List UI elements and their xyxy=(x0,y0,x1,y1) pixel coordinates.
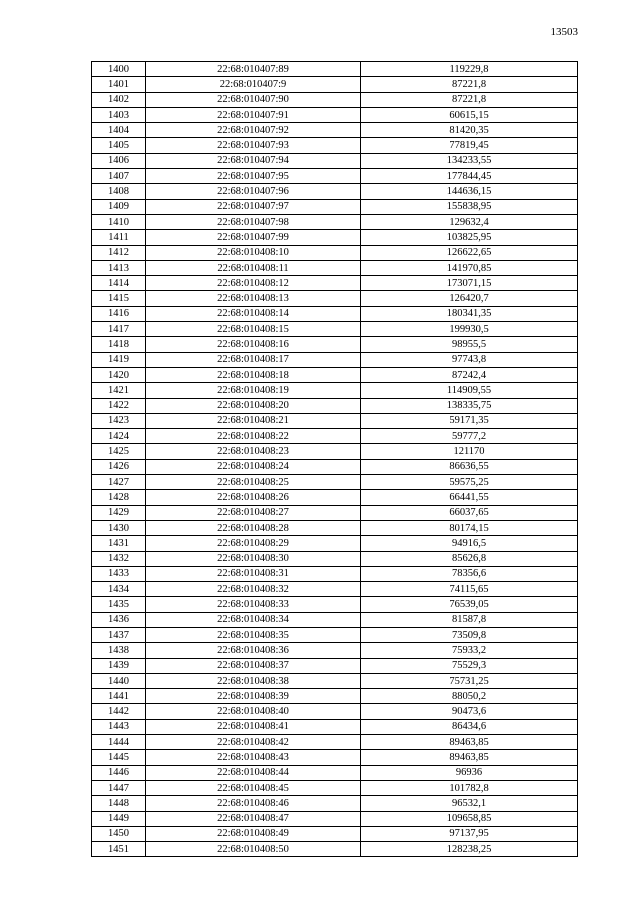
row-number-cell: 1414 xyxy=(92,276,146,291)
value-cell: 85626,8 xyxy=(361,551,578,566)
row-number-cell: 1415 xyxy=(92,291,146,306)
table-row xyxy=(92,123,578,138)
table-row xyxy=(92,551,578,566)
cadastral-number-cell: 22:68:010408:30 xyxy=(146,551,361,566)
cadastral-number-cell: 22:68:010408:33 xyxy=(146,597,361,612)
cadastral-number-cell: 22:68:010407:90 xyxy=(146,92,361,107)
cadastral-number-cell: 22:68:010408:24 xyxy=(146,459,361,474)
row-number-cell: 1401 xyxy=(92,77,146,92)
cadastral-number-cell: 22:68:010407:94 xyxy=(146,153,361,168)
row-number-cell: 1403 xyxy=(92,107,146,122)
row-number-cell: 1435 xyxy=(92,597,146,612)
value-cell: 76539,05 xyxy=(361,597,578,612)
cadastral-number-cell: 22:68:010407:91 xyxy=(146,107,361,122)
cadastral-number-cell: 22:68:010408:34 xyxy=(146,612,361,627)
cadastral-number-cell: 22:68:010408:23 xyxy=(146,444,361,459)
value-cell: 66441,55 xyxy=(361,490,578,505)
value-cell: 96936 xyxy=(361,765,578,780)
row-number-cell: 1425 xyxy=(92,444,146,459)
cadastral-number-cell: 22:68:010408:11 xyxy=(146,260,361,275)
row-number-cell: 1423 xyxy=(92,413,146,428)
row-number-cell: 1418 xyxy=(92,337,146,352)
value-cell: 101782,8 xyxy=(361,780,578,795)
row-number-cell: 1410 xyxy=(92,214,146,229)
row-number-cell: 1419 xyxy=(92,352,146,367)
cadastral-number-cell: 22:68:010408:21 xyxy=(146,413,361,428)
value-cell: 138335,75 xyxy=(361,398,578,413)
cadastral-number-cell: 22:68:010408:45 xyxy=(146,780,361,795)
table-row xyxy=(92,214,578,229)
value-cell: 173071,15 xyxy=(361,276,578,291)
table-row xyxy=(92,475,578,490)
page-number: 13503 xyxy=(550,26,578,38)
row-number-cell: 1447 xyxy=(92,780,146,795)
cadastral-number-cell: 22:68:010408:18 xyxy=(146,367,361,382)
cadastral-number-cell: 22:68:010407:9 xyxy=(146,77,361,92)
cadastral-table xyxy=(91,61,578,857)
cadastral-number-cell: 22:68:010408:46 xyxy=(146,796,361,811)
cadastral-number-cell: 22:68:010408:49 xyxy=(146,826,361,841)
table-row xyxy=(92,230,578,245)
value-cell: 80174,15 xyxy=(361,520,578,535)
row-number-cell: 1430 xyxy=(92,520,146,535)
table-row xyxy=(92,566,578,581)
value-cell: 59575,25 xyxy=(361,475,578,490)
row-number-cell: 1436 xyxy=(92,612,146,627)
value-cell: 59171,35 xyxy=(361,413,578,428)
value-cell: 126420,7 xyxy=(361,291,578,306)
cadastral-number-cell: 22:68:010408:39 xyxy=(146,689,361,704)
row-number-cell: 1405 xyxy=(92,138,146,153)
table-row xyxy=(92,520,578,535)
cadastral-number-cell: 22:68:010408:25 xyxy=(146,475,361,490)
cadastral-number-cell: 22:68:010407:92 xyxy=(146,123,361,138)
table-row xyxy=(92,765,578,780)
value-cell: 66037,65 xyxy=(361,505,578,520)
table-row xyxy=(92,383,578,398)
cadastral-number-cell: 22:68:010408:17 xyxy=(146,352,361,367)
table-row xyxy=(92,505,578,520)
cadastral-number-cell: 22:68:010408:29 xyxy=(146,536,361,551)
value-cell: 114909,55 xyxy=(361,383,578,398)
row-number-cell: 1409 xyxy=(92,199,146,214)
cadastral-number-cell: 22:68:010407:97 xyxy=(146,199,361,214)
table-row xyxy=(92,107,578,122)
cadastral-number-cell: 22:68:010408:43 xyxy=(146,750,361,765)
table-row xyxy=(92,780,578,795)
cadastral-number-cell: 22:68:010408:15 xyxy=(146,322,361,337)
value-cell: 86636,55 xyxy=(361,459,578,474)
value-cell: 97743,8 xyxy=(361,352,578,367)
row-number-cell: 1407 xyxy=(92,169,146,184)
value-cell: 86434,6 xyxy=(361,719,578,734)
row-number-cell: 1437 xyxy=(92,627,146,642)
row-number-cell: 1421 xyxy=(92,383,146,398)
value-cell: 75933,2 xyxy=(361,643,578,658)
row-number-cell: 1446 xyxy=(92,765,146,780)
value-cell: 90473,6 xyxy=(361,704,578,719)
row-number-cell: 1404 xyxy=(92,123,146,138)
cadastral-number-cell: 22:68:010407:98 xyxy=(146,214,361,229)
table-row xyxy=(92,337,578,352)
row-number-cell: 1445 xyxy=(92,750,146,765)
value-cell: 73509,8 xyxy=(361,627,578,642)
cadastral-number-cell: 22:68:010407:99 xyxy=(146,230,361,245)
table-row xyxy=(92,826,578,841)
value-cell: 129632,4 xyxy=(361,214,578,229)
cadastral-number-cell: 22:68:010408:27 xyxy=(146,505,361,520)
cadastral-number-cell: 22:68:010408:36 xyxy=(146,643,361,658)
cadastral-number-cell: 22:68:010408:19 xyxy=(146,383,361,398)
table-row xyxy=(92,811,578,826)
row-number-cell: 1417 xyxy=(92,322,146,337)
row-number-cell: 1408 xyxy=(92,184,146,199)
row-number-cell: 1400 xyxy=(92,62,146,77)
row-number-cell: 1433 xyxy=(92,566,146,581)
cadastral-number-cell: 22:68:010408:37 xyxy=(146,658,361,673)
cadastral-number-cell: 22:68:010407:95 xyxy=(146,169,361,184)
table-row xyxy=(92,62,578,77)
value-cell: 75731,25 xyxy=(361,673,578,688)
cadastral-number-cell: 22:68:010408:13 xyxy=(146,291,361,306)
value-cell: 141970,85 xyxy=(361,260,578,275)
cadastral-number-cell: 22:68:010408:35 xyxy=(146,627,361,642)
cadastral-number-cell: 22:68:010408:22 xyxy=(146,429,361,444)
table-row xyxy=(92,612,578,627)
cadastral-number-cell: 22:68:010408:12 xyxy=(146,276,361,291)
value-cell: 103825,95 xyxy=(361,230,578,245)
value-cell: 77819,45 xyxy=(361,138,578,153)
row-number-cell: 1432 xyxy=(92,551,146,566)
row-number-cell: 1450 xyxy=(92,826,146,841)
value-cell: 134233,55 xyxy=(361,153,578,168)
table-row xyxy=(92,842,578,857)
value-cell: 119229,8 xyxy=(361,62,578,77)
row-number-cell: 1427 xyxy=(92,475,146,490)
row-number-cell: 1442 xyxy=(92,704,146,719)
table-row xyxy=(92,459,578,474)
value-cell: 121170 xyxy=(361,444,578,459)
row-number-cell: 1444 xyxy=(92,735,146,750)
table-row xyxy=(92,582,578,597)
table-row xyxy=(92,184,578,199)
value-cell: 87221,8 xyxy=(361,77,578,92)
table-row xyxy=(92,658,578,673)
value-cell: 78356,6 xyxy=(361,566,578,581)
cadastral-number-cell: 22:68:010407:96 xyxy=(146,184,361,199)
value-cell: 126622,65 xyxy=(361,245,578,260)
table-row xyxy=(92,276,578,291)
row-number-cell: 1448 xyxy=(92,796,146,811)
table-row xyxy=(92,490,578,505)
row-number-cell: 1413 xyxy=(92,260,146,275)
row-number-cell: 1426 xyxy=(92,459,146,474)
value-cell: 94916,5 xyxy=(361,536,578,551)
table-row xyxy=(92,322,578,337)
value-cell: 81587,8 xyxy=(361,612,578,627)
value-cell: 88050,2 xyxy=(361,689,578,704)
value-cell: 199930,5 xyxy=(361,322,578,337)
value-cell: 97137,95 xyxy=(361,826,578,841)
value-cell: 60615,15 xyxy=(361,107,578,122)
value-cell: 74115,65 xyxy=(361,582,578,597)
value-cell: 96532,1 xyxy=(361,796,578,811)
cadastral-number-cell: 22:68:010408:50 xyxy=(146,842,361,857)
row-number-cell: 1416 xyxy=(92,306,146,321)
row-number-cell: 1438 xyxy=(92,643,146,658)
row-number-cell: 1429 xyxy=(92,505,146,520)
table-row xyxy=(92,673,578,688)
value-cell: 144636,15 xyxy=(361,184,578,199)
value-cell: 109658,85 xyxy=(361,811,578,826)
table-row xyxy=(92,735,578,750)
table-row xyxy=(92,704,578,719)
value-cell: 87221,8 xyxy=(361,92,578,107)
table-row xyxy=(92,719,578,734)
value-cell: 155838,95 xyxy=(361,199,578,214)
cadastral-number-cell: 22:68:010408:28 xyxy=(146,520,361,535)
table-row xyxy=(92,796,578,811)
cadastral-number-cell: 22:68:010408:47 xyxy=(146,811,361,826)
table-row xyxy=(92,643,578,658)
row-number-cell: 1434 xyxy=(92,582,146,597)
table-row xyxy=(92,413,578,428)
table-row xyxy=(92,92,578,107)
cadastral-number-cell: 22:68:010408:20 xyxy=(146,398,361,413)
row-number-cell: 1441 xyxy=(92,689,146,704)
cadastral-number-cell: 22:68:010408:38 xyxy=(146,673,361,688)
row-number-cell: 1443 xyxy=(92,719,146,734)
table-row xyxy=(92,429,578,444)
row-number-cell: 1411 xyxy=(92,230,146,245)
cadastral-number-cell: 22:68:010407:89 xyxy=(146,62,361,77)
row-number-cell: 1424 xyxy=(92,429,146,444)
cadastral-number-cell: 22:68:010408:26 xyxy=(146,490,361,505)
table-row xyxy=(92,138,578,153)
table-row xyxy=(92,627,578,642)
table-body xyxy=(92,62,578,857)
table-row xyxy=(92,306,578,321)
value-cell: 98955,5 xyxy=(361,337,578,352)
row-number-cell: 1451 xyxy=(92,842,146,857)
value-cell: 180341,35 xyxy=(361,306,578,321)
table-row xyxy=(92,245,578,260)
row-number-cell: 1406 xyxy=(92,153,146,168)
table-row xyxy=(92,199,578,214)
value-cell: 89463,85 xyxy=(361,735,578,750)
value-cell: 128238,25 xyxy=(361,842,578,857)
table-row xyxy=(92,444,578,459)
cadastral-number-cell: 22:68:010408:32 xyxy=(146,582,361,597)
table-row xyxy=(92,367,578,382)
value-cell: 177844,45 xyxy=(361,169,578,184)
row-number-cell: 1449 xyxy=(92,811,146,826)
cadastral-number-cell: 22:68:010408:40 xyxy=(146,704,361,719)
table-row xyxy=(92,77,578,92)
value-cell: 89463,85 xyxy=(361,750,578,765)
value-cell: 59777,2 xyxy=(361,429,578,444)
cadastral-number-cell: 22:68:010408:31 xyxy=(146,566,361,581)
value-cell: 81420,35 xyxy=(361,123,578,138)
cadastral-number-cell: 22:68:010408:41 xyxy=(146,719,361,734)
cadastral-number-cell: 22:68:010407:93 xyxy=(146,138,361,153)
row-number-cell: 1422 xyxy=(92,398,146,413)
table-row xyxy=(92,750,578,765)
row-number-cell: 1412 xyxy=(92,245,146,260)
table-row xyxy=(92,689,578,704)
value-cell: 87242,4 xyxy=(361,367,578,382)
table-row xyxy=(92,169,578,184)
table-row xyxy=(92,398,578,413)
table-row xyxy=(92,153,578,168)
cadastral-number-cell: 22:68:010408:10 xyxy=(146,245,361,260)
row-number-cell: 1431 xyxy=(92,536,146,551)
row-number-cell: 1428 xyxy=(92,490,146,505)
value-cell: 75529,3 xyxy=(361,658,578,673)
table-row xyxy=(92,536,578,551)
row-number-cell: 1440 xyxy=(92,673,146,688)
cadastral-number-cell: 22:68:010408:14 xyxy=(146,306,361,321)
cadastral-number-cell: 22:68:010408:44 xyxy=(146,765,361,780)
table-row xyxy=(92,352,578,367)
row-number-cell: 1420 xyxy=(92,367,146,382)
cadastral-number-cell: 22:68:010408:16 xyxy=(146,337,361,352)
table-row xyxy=(92,291,578,306)
table-row xyxy=(92,260,578,275)
table-row xyxy=(92,597,578,612)
row-number-cell: 1439 xyxy=(92,658,146,673)
row-number-cell: 1402 xyxy=(92,92,146,107)
cadastral-number-cell: 22:68:010408:42 xyxy=(146,735,361,750)
